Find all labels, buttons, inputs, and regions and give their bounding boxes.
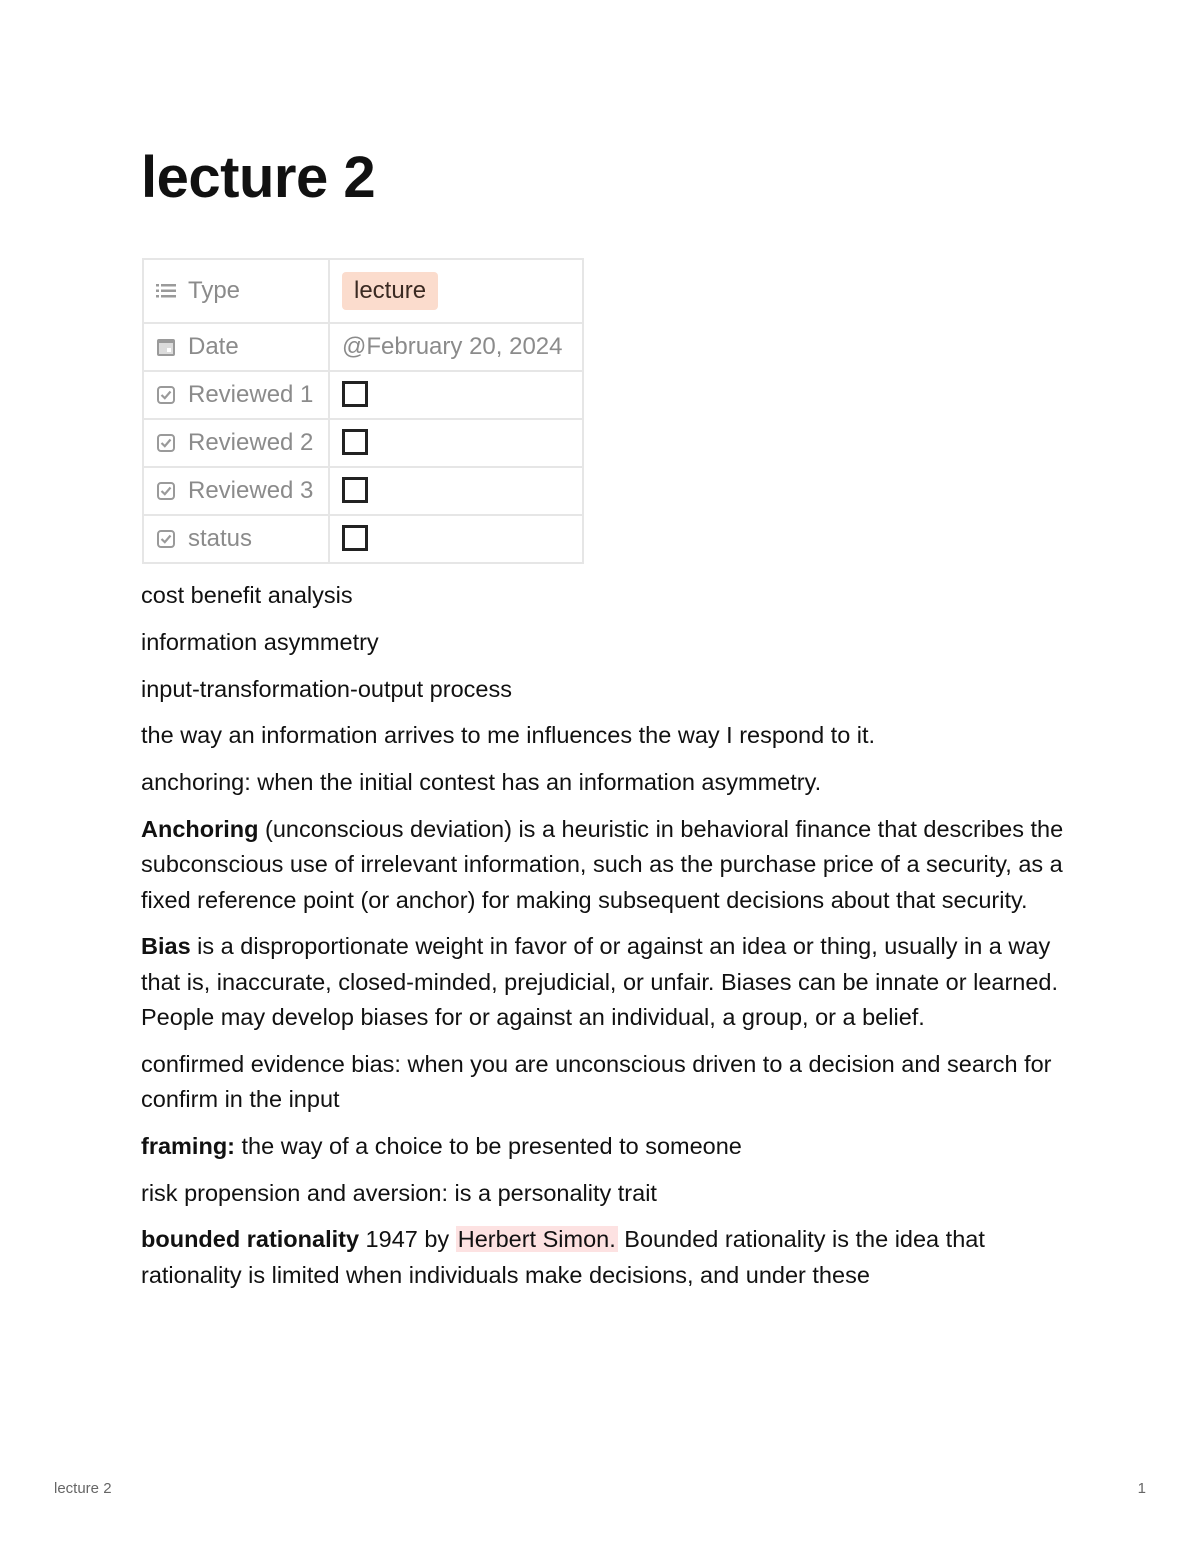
- status-checkbox[interactable]: [342, 525, 368, 551]
- paragraph-text: (unconscious deviation) is a heuristic in behavioral finance that describes the subconscious use of irrelevant information, such as the purchase price of a security, as a fixed reference point (or anchor) for making subsequent decisions about that security.: [141, 815, 1064, 913]
- property-name-cell: [143, 515, 329, 563]
- page-title: lecture 2: [141, 145, 376, 210]
- property-name-cell: [143, 467, 329, 515]
- property-label-reviewed-3: Reviewed 3: [188, 477, 314, 504]
- bold-term: Anchoring: [141, 815, 259, 842]
- property-name-cell: [143, 419, 329, 467]
- paragraph-bounded-rationality: [141, 1222, 1071, 1293]
- paragraph-bias: [141, 929, 1071, 1035]
- footer-title: lecture 2: [54, 1480, 112, 1497]
- property-value-cell: [329, 419, 583, 467]
- paragraph: the way an information arrives to me influences the way I respond to it.: [141, 722, 876, 749]
- reviewed-1-checkbox[interactable]: [342, 381, 368, 407]
- bold-term: Bias: [141, 933, 191, 960]
- paragraph: cost benefit analysis: [141, 582, 353, 608]
- property-value-cell[interactable]: [329, 323, 583, 371]
- property-row-type: [143, 259, 583, 323]
- paragraph: information asymmetry: [141, 628, 379, 655]
- property-row-status: [143, 515, 583, 563]
- checkbox-icon: [156, 529, 176, 549]
- property-row-reviewed-2: [143, 419, 583, 467]
- page-number: 1: [1137, 1480, 1146, 1497]
- property-label-date: Date: [188, 333, 239, 360]
- paragraph: input-transformation-output process: [141, 675, 512, 702]
- type-tag[interactable]: lecture: [342, 272, 438, 310]
- property-value-cell: [329, 515, 583, 563]
- calendar-icon: [156, 337, 176, 357]
- paragraph-text: is a disproportionate weight in favor of or against an idea or thing, usually in a way that is, inaccurate, closed-minded, prejudicial, or unfair. Biases can be innate or learned. People may develop biases for or against an individual, a group, or a belief.: [141, 933, 1059, 1030]
- paragraph-framing: [141, 1129, 1071, 1164]
- property-label-type: Type: [188, 277, 241, 304]
- bold-term: bounded rationality: [141, 1226, 360, 1253]
- paragraph-text: the way of a choice to be presented to someone: [235, 1132, 742, 1159]
- date-value[interactable]: @February 20, 2024: [342, 333, 563, 360]
- paragraph: risk propension and aversion: is a personality trait: [141, 1179, 657, 1206]
- property-value-cell[interactable]: [329, 259, 583, 323]
- paragraph: anchoring: when the initial contest has an information asymmetry.: [141, 769, 822, 796]
- reviewed-3-checkbox[interactable]: [342, 477, 368, 503]
- highlighted-text: Herbert Simon.: [457, 1226, 616, 1253]
- property-value-cell: [329, 467, 583, 515]
- property-row-reviewed-1: [143, 371, 583, 419]
- paragraph: confirmed evidence bias: when you are unconscious driven to a decision and search for confirm in the input: [141, 1050, 1052, 1113]
- reviewed-2-checkbox[interactable]: [342, 429, 368, 455]
- page-body: [141, 578, 1071, 1305]
- property-row-reviewed-3: [143, 467, 583, 515]
- paragraph-anchoring: [141, 812, 1071, 918]
- checkbox-icon: [156, 385, 176, 405]
- property-value-cell: [329, 371, 583, 419]
- property-label-reviewed-2: Reviewed 2: [188, 429, 314, 456]
- property-label-status: status: [188, 525, 253, 552]
- properties-table: [142, 258, 584, 564]
- property-name-cell: [143, 259, 329, 323]
- paragraph-text: Bounded rationality is the idea that rationality is limited when individuals make decisions, and under these: [141, 1226, 985, 1288]
- list-icon: [156, 281, 176, 301]
- checkbox-icon: [156, 433, 176, 453]
- property-name-cell: [143, 371, 329, 419]
- property-row-date: [143, 323, 583, 371]
- paragraph-text: 1947 by: [359, 1226, 456, 1253]
- property-label-reviewed-1: Reviewed 1: [188, 381, 314, 408]
- property-name-cell: [143, 323, 329, 371]
- bold-term: framing:: [141, 1132, 235, 1159]
- checkbox-icon: [156, 481, 176, 501]
